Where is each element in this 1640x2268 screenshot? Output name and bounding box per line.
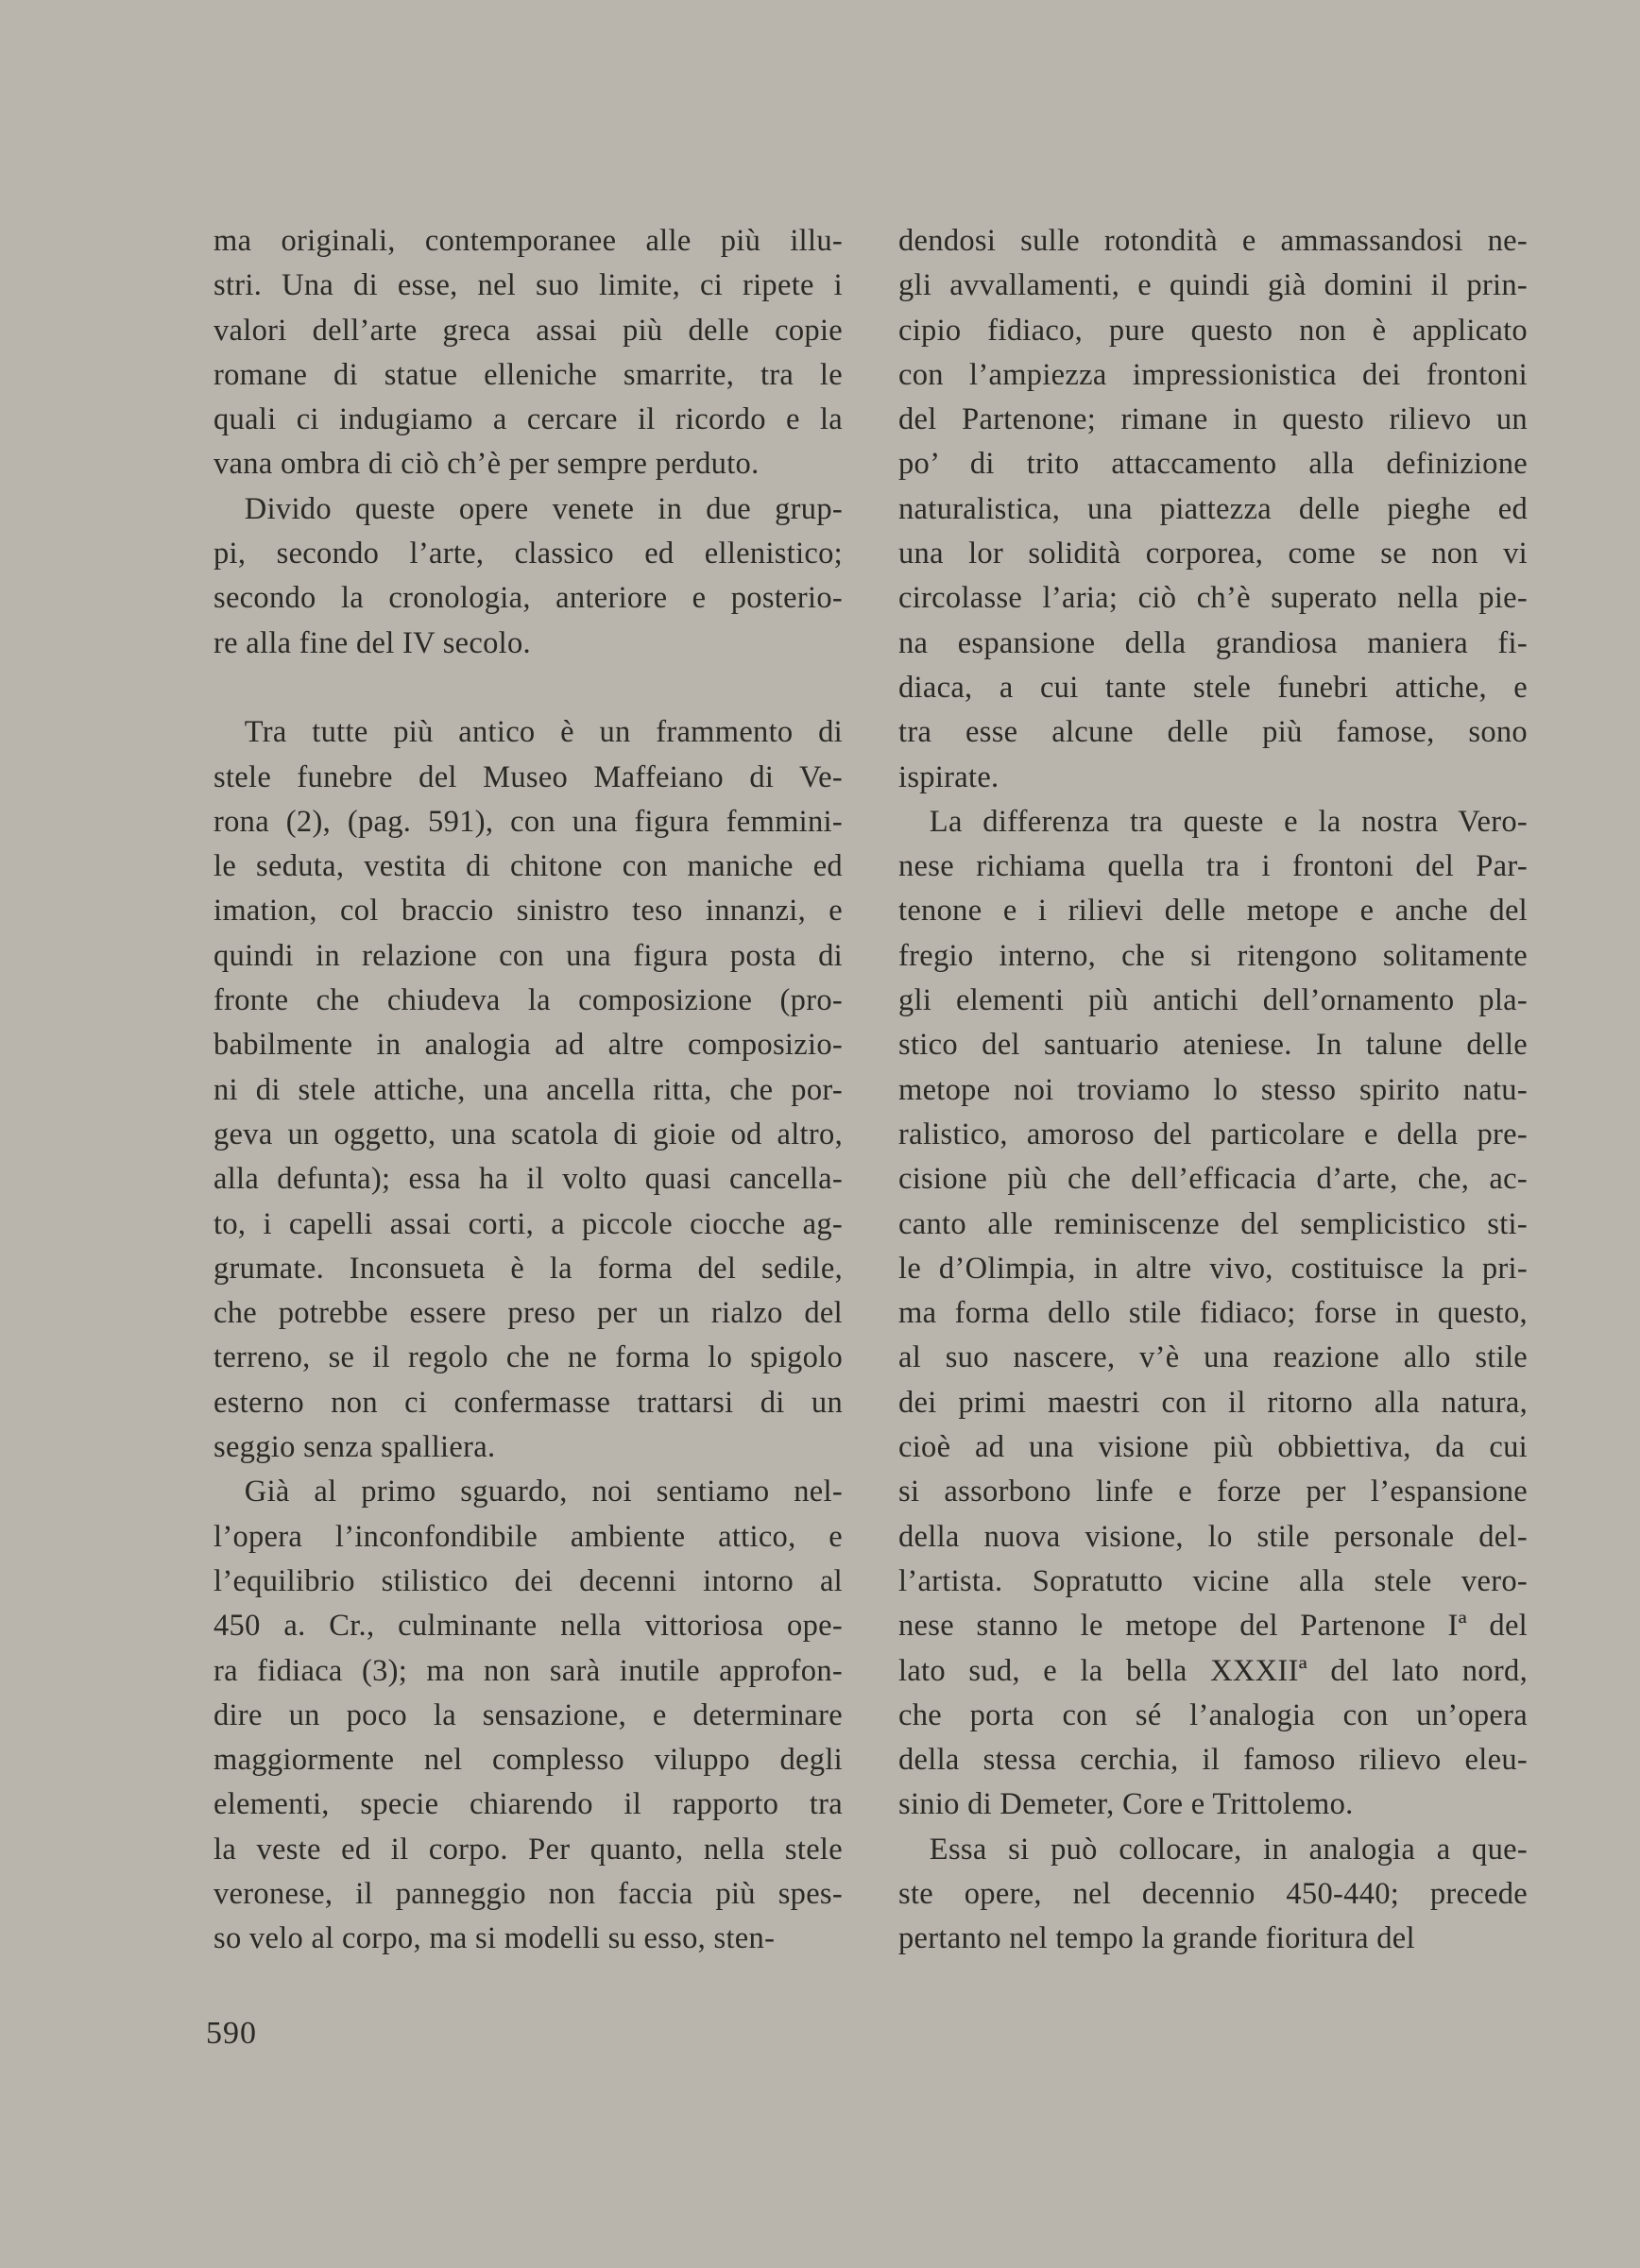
text-line: circolasse l’aria; ciò ch’è superato nella pie- <box>898 581 1528 616</box>
text-line: fronte che chiudeva la composizione (pro- <box>214 983 843 1018</box>
text-line: lato sud, e la bella XXXIIª del lato nord, <box>898 1653 1528 1688</box>
text-line: ispirate. <box>898 759 999 794</box>
text-line: cioè ad una visione più obbiettiva, da cui <box>898 1430 1528 1465</box>
text-line: geva un oggetto, una scatola di gioie od altro, <box>214 1117 843 1151</box>
text-line: stele funebre del Museo Maffeiano di Ve- <box>214 759 843 794</box>
text-line: po’ di trito attaccamento alla definizione <box>898 447 1528 482</box>
text-line: canto alle reminiscenze del semplicistico sti- <box>898 1206 1528 1241</box>
text-line: con l’ampiezza impressionistica dei frontoni <box>898 357 1528 392</box>
text-line: pi, secondo l’arte, classico ed ellenistico; <box>214 537 843 571</box>
text-line: l’opera l’inconfondibile ambiente attico, e <box>214 1519 843 1554</box>
text-line: l’artista. Sopratutto vicine alla stele vero- <box>898 1563 1528 1598</box>
text-line: Divido queste opere venete in due grup- <box>214 491 843 526</box>
text-line: seggio senza spalliera. <box>214 1430 496 1465</box>
text-line: quindi in relazione con una figura posta di <box>214 938 843 973</box>
text-line: diaca, a cui tante stele funebri attiche, e <box>898 670 1528 705</box>
text-line: valori dell’arte greca assai più delle copie <box>214 313 843 348</box>
text-line: pertanto nel tempo la grande fioritura del <box>898 1921 1415 1956</box>
text-line: della nuova visione, lo stile personale del- <box>898 1519 1528 1554</box>
text-line: re alla fine del IV secolo. <box>214 625 531 660</box>
text-line: naturalistica, una piattezza delle pieghe ed <box>898 491 1528 526</box>
text-line: so velo al corpo, ma si modelli su esso, sten- <box>214 1921 776 1956</box>
text-line: na espansione della grandiosa maniera fi- <box>898 625 1528 660</box>
text-line: dei primi maestri con il ritorno alla natura, <box>898 1385 1528 1420</box>
text-line: Tra tutte più antico è un frammento di <box>214 715 843 750</box>
text-line: ma originali, contemporanee alle più illu- <box>214 224 843 258</box>
text-line: che porta con sé l’analogia con un’opera <box>898 1697 1528 1732</box>
text-line: nese richiama quella tra i frontoni del Par- <box>898 849 1528 884</box>
text-line: dire un poco la sensazione, e determinare <box>214 1697 843 1732</box>
text-line: secondo la cronologia, anteriore e posterio- <box>214 581 843 616</box>
text-line: sinio di Demeter, Core e Trittolemo. <box>898 1787 1354 1822</box>
text-line: quali ci indugiamo a cercare il ricordo e la <box>214 402 843 437</box>
text-line: della stessa cerchia, il famoso rilievo eleu- <box>898 1743 1528 1778</box>
text-line: si assorbono linfe e forze per l’espansione <box>898 1475 1528 1509</box>
text-line: to, i capelli assai corti, a piccole ciocche ag- <box>214 1206 843 1241</box>
left-text-column <box>214 219 843 1962</box>
text-line: babilmente in analogia ad altre composizio- <box>214 1028 843 1063</box>
text-line: 450 a. Cr., culminante nella vittoriosa ope- <box>214 1609 843 1644</box>
text-line: le d’Olimpia, in altre vivo, costituisce la pri- <box>898 1251 1528 1286</box>
text-line: Essa si può collocare, in analogia a que- <box>898 1832 1528 1867</box>
text-line: ni di stele attiche, una ancella ritta, che por- <box>214 1072 843 1107</box>
text-line: tenone e i rilievi delle metope e anche del <box>898 894 1528 929</box>
text-line: elementi, specie chiarendo il rapporto tra <box>214 1787 843 1822</box>
text-line: la veste ed il corpo. Per quanto, nella stele <box>214 1832 843 1867</box>
text-line: tra esse alcune delle più famose, sono <box>898 715 1528 750</box>
text-line: fregio interno, che si ritengono solitamente <box>898 938 1528 973</box>
right-text-column <box>898 219 1528 1962</box>
text-line: ma forma dello stile fidiaco; forse in questo, <box>898 1296 1528 1331</box>
text-line: nese stanno le metope del Partenone Iª del <box>898 1609 1528 1644</box>
text-line: vana ombra di ciò ch’è per sempre perduto. <box>214 447 760 482</box>
text-line: cipio fidiaco, pure questo non è applicato <box>898 313 1528 348</box>
text-line: una lor solidità corporea, come se non vi <box>898 537 1528 571</box>
text-line: veronese, il panneggio non faccia più spes- <box>214 1876 843 1911</box>
text-line: metope noi troviamo lo stesso spirito natu- <box>898 1072 1528 1107</box>
text-line: grumate. Inconsueta è la forma del sedile, <box>214 1251 843 1286</box>
page-number: 590 <box>206 2016 257 2051</box>
text-line: La differenza tra queste e la nostra Vero- <box>898 804 1528 839</box>
text-line: rona (2), (pag. 591), con una figura femmini- <box>214 804 843 839</box>
text-line: ra fidiaca (3); ma non sarà inutile approfon- <box>214 1653 843 1688</box>
text-line: al suo nascere, v’è una reazione allo stile <box>898 1340 1528 1375</box>
text-line: che potrebbe essere preso per un rialzo del <box>214 1296 843 1331</box>
text-line: cisione più che dell’efficacia d’arte, che, ac- <box>898 1162 1528 1197</box>
text-line: gli avvallamenti, e quindi già domini il prin- <box>898 268 1528 303</box>
text-line: ralistico, amoroso del particolare e della pre- <box>898 1117 1528 1151</box>
text-line: gli elementi più antichi dell’ornamento pla- <box>898 983 1528 1018</box>
text-line: del Partenone; rimane in questo rilievo un <box>898 402 1528 437</box>
text-line: Già al primo sguardo, noi sentiamo nel- <box>214 1475 843 1509</box>
text-line: le seduta, vestita di chitone con maniche ed <box>214 849 843 884</box>
text-line: imation, col braccio sinistro teso innanzi, e <box>214 894 843 929</box>
text-line: stri. Una di esse, nel suo limite, ci ripete i <box>214 268 843 303</box>
text-line: esterno non ci confermasse trattarsi di un <box>214 1385 843 1420</box>
text-line: alla defunta); essa ha il volto quasi cancella- <box>214 1162 843 1197</box>
paragraph-gap <box>214 666 843 710</box>
text-line: maggiormente nel complesso viluppo degli <box>214 1743 843 1778</box>
text-line: romane di statue elleniche smarrite, tra le <box>214 357 843 392</box>
text-line: terreno, se il regolo che ne forma lo spigolo <box>214 1340 843 1375</box>
text-line: dendosi sulle rotondità e ammassandosi ne- <box>898 224 1528 258</box>
text-line: stico del santuario ateniese. In talune delle <box>898 1028 1528 1063</box>
text-line: ste opere, nel decennio 450-440; precede <box>898 1876 1528 1911</box>
text-line: l’equilibrio stilistico dei decenni intorno al <box>214 1563 843 1598</box>
